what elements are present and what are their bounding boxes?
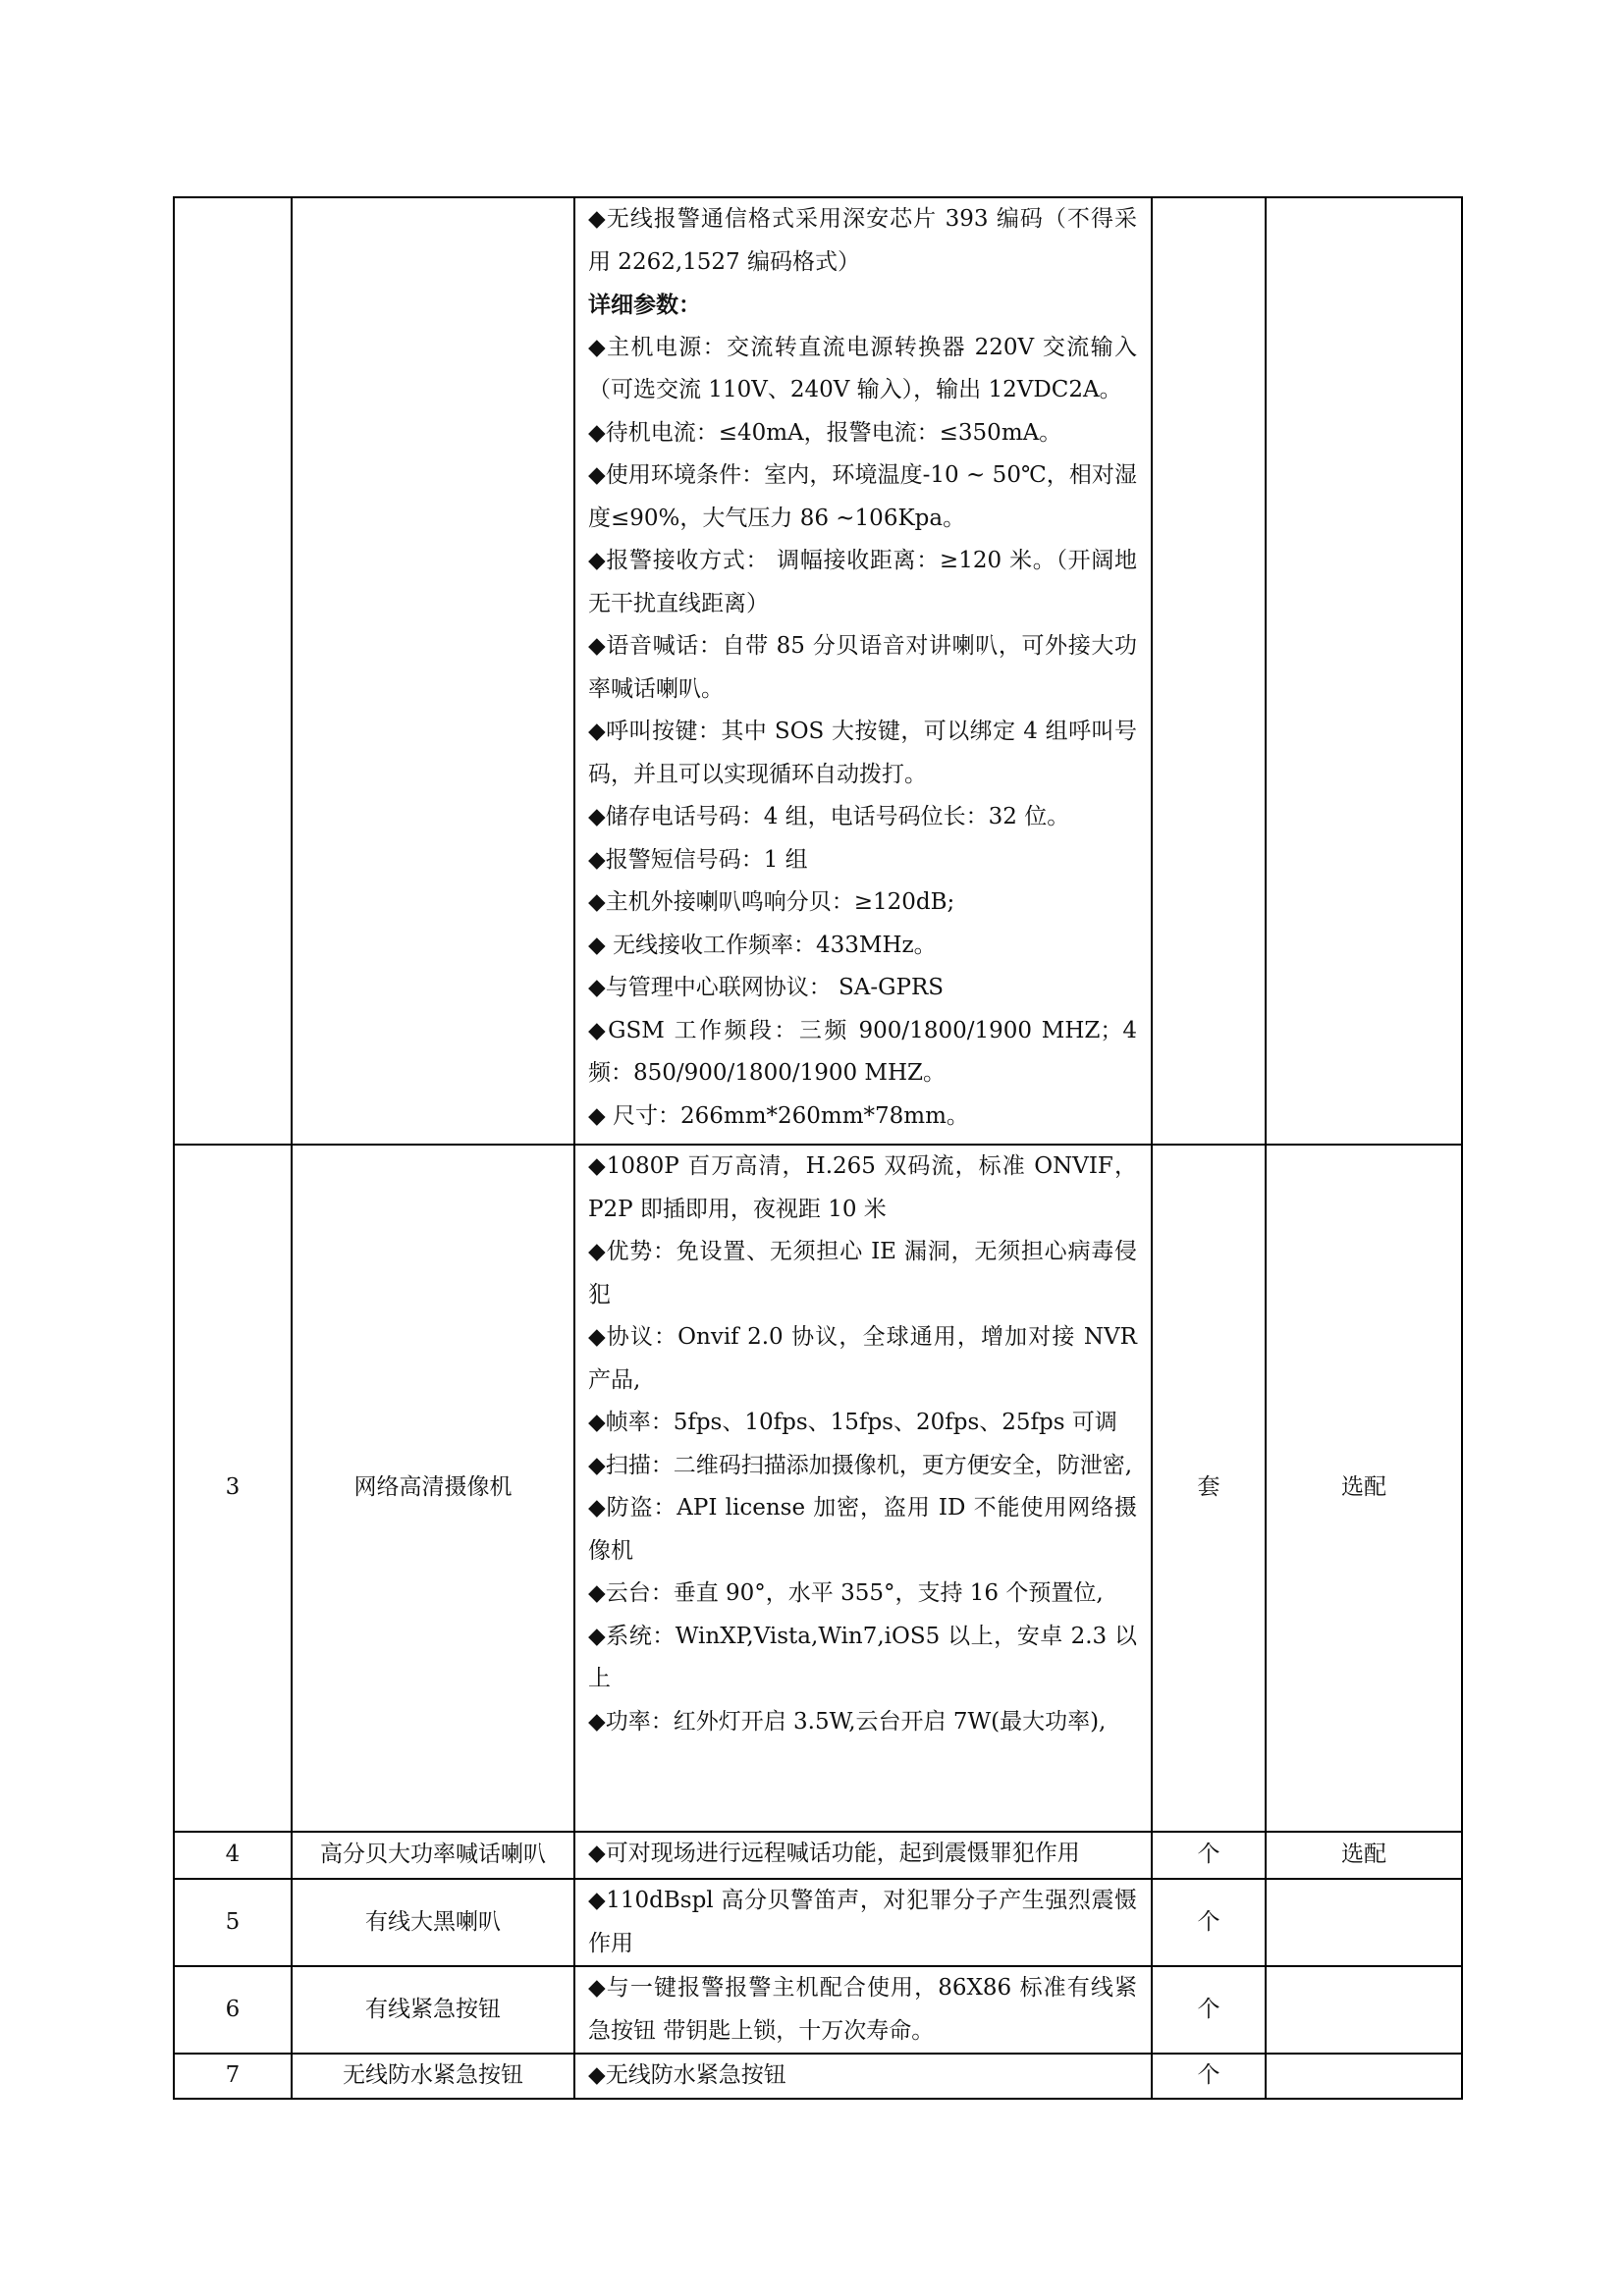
- row-number-cell: 3: [174, 1145, 292, 1832]
- description-cell: [574, 1879, 1152, 1966]
- spec-table: [173, 196, 1463, 2100]
- description-line: ◆储存电话号码：4 组，电话号码位长：32 位。: [588, 804, 1070, 829]
- description-line: ◆使用环境条件：室内，环境温度-10 ~ 50℃，相对湿度≤90%，大气压力 86 ~106Kpa。: [588, 462, 1137, 531]
- description-line: ◆主机外接喇叭鸣响分贝：≥120dB;: [588, 889, 955, 915]
- item-name-cell: 有线大黑喇叭: [292, 1879, 574, 1966]
- unit-cell: 套: [1152, 1145, 1266, 1832]
- description-line: ◆无线报警通信格式采用深安芯片 393 编码（不得采用 2262,1527 编码格式）: [588, 206, 1137, 275]
- description-cell: [574, 2054, 1152, 2099]
- item-name-cell: [292, 197, 574, 1145]
- row-number-cell: 6: [174, 1966, 292, 2054]
- unit-cell: 个: [1152, 1832, 1266, 1879]
- description-line: ◆1080P 百万高清，H.265 双码流，标准 ONVIF，P2P 即插即用，夜视距 10 米: [588, 1153, 1137, 1222]
- row-number-cell: 5: [174, 1879, 292, 1966]
- description-line: ◆云台：垂直 90°，水平 355°，支持 16 个预置位,: [588, 1580, 1104, 1606]
- description-line: ◆与一键报警报警主机配合使用，86X86 标准有线紧急按钮 带钥匙上锁，十万次寿命。: [588, 1975, 1137, 2044]
- table-row: [174, 197, 1462, 1145]
- description-line: ◆呼叫按键：其中 SOS 大按键，可以绑定 4 组呼叫号码，并且可以实现循环自动拨打。: [588, 719, 1137, 787]
- description-line: ◆主机电源：交流转直流电源转换器 220V 交流输入（可选交流 110V、240V 输入），输出 12VDC2A。: [588, 334, 1137, 402]
- unit-cell: [1152, 197, 1266, 1145]
- description-cell: [574, 1966, 1152, 2054]
- remark-cell: [1266, 197, 1462, 1145]
- description-line: ◆110dBspl 高分贝警笛声，对犯罪分子产生强烈震慑作用: [588, 1888, 1137, 1956]
- table-row: [174, 1145, 1462, 1832]
- description-heading: 详细参数：: [588, 292, 701, 318]
- remark-cell: 选配: [1266, 1832, 1462, 1879]
- remark-cell: [1266, 1879, 1462, 1966]
- item-name-cell: 有线紧急按钮: [292, 1966, 574, 2054]
- remark-cell: 选配: [1266, 1145, 1462, 1832]
- description-line: ◆可对现场进行远程喊话功能，起到震慑罪犯作用: [588, 1841, 1080, 1866]
- description-line: ◆扫描：二维码扫描添加摄像机，更方便安全，防泄密,: [588, 1452, 1132, 1478]
- description-cell: [574, 197, 1152, 1145]
- description-line: ◆协议：Onvif 2.0 协议，全球通用，增加对接 NVR 产品,: [588, 1324, 1137, 1393]
- table-row: [174, 1966, 1462, 2054]
- remark-cell: [1266, 1966, 1462, 2054]
- description-line: ◆与管理中心联网协议： SA-GPRS: [588, 975, 945, 1000]
- remark-cell: [1266, 2054, 1462, 2099]
- description-line: ◆帧率：5fps、10fps、15fps、20fps、25fps 可调: [588, 1410, 1117, 1435]
- description-line: ◆ 无线接收工作频率：433MHz。: [588, 932, 937, 958]
- description-line: ◆语音喊话：自带 85 分贝语音对讲喇叭，可外接大功率喊话喇叭。: [588, 633, 1137, 702]
- table-row: [174, 1879, 1462, 1966]
- description-line: ◆功率：红外灯开启 3.5W,云台开启 7W(最大功率),: [588, 1708, 1107, 1735]
- description-line: ◆优势：免设置、无须担心 IE 漏洞，无须担心病毒侵犯: [588, 1239, 1137, 1308]
- description-line: ◆无线防水紧急按钮: [588, 2062, 786, 2088]
- description-line: ◆ 尺寸：266mm*260mm*78mm。: [588, 1102, 969, 1129]
- description-line: ◆GSM 工作频段：三频 900/1800/1900 MHZ；4 频：850/900/1800/1900 MHZ。: [588, 1017, 1137, 1086]
- item-name-cell: 无线防水紧急按钮: [292, 2054, 574, 2099]
- description-cell: [574, 1832, 1152, 1879]
- description-line: ◆防盗：API license 加密，盗用 ID 不能使用网络摄像机: [588, 1495, 1137, 1564]
- item-name-cell: 高分贝大功率喊话喇叭: [292, 1832, 574, 1879]
- row-number-cell: 7: [174, 2054, 292, 2099]
- row-number-cell: 4: [174, 1832, 292, 1879]
- description-cell: [574, 1145, 1152, 1832]
- unit-cell: 个: [1152, 1966, 1266, 2054]
- item-name-cell: 网络高清摄像机: [292, 1145, 574, 1832]
- description-line: ◆系统：WinXP,Vista,Win7,iOS5 以上，安卓 2.3 以上: [588, 1623, 1137, 1691]
- description-line: ◆待机电流：≤40mA，报警电流：≤350mA。: [588, 419, 1062, 446]
- unit-cell: 个: [1152, 2054, 1266, 2099]
- row-number-cell: [174, 197, 292, 1145]
- description-line: ◆报警短信号码：1 组: [588, 846, 808, 873]
- description-line: ◆报警接收方式： 调幅接收距离：≥120 米。（开阔地无干扰直线距离）: [588, 548, 1137, 616]
- table-row: [174, 1832, 1462, 1879]
- table-row: [174, 2054, 1462, 2099]
- unit-cell: 个: [1152, 1879, 1266, 1966]
